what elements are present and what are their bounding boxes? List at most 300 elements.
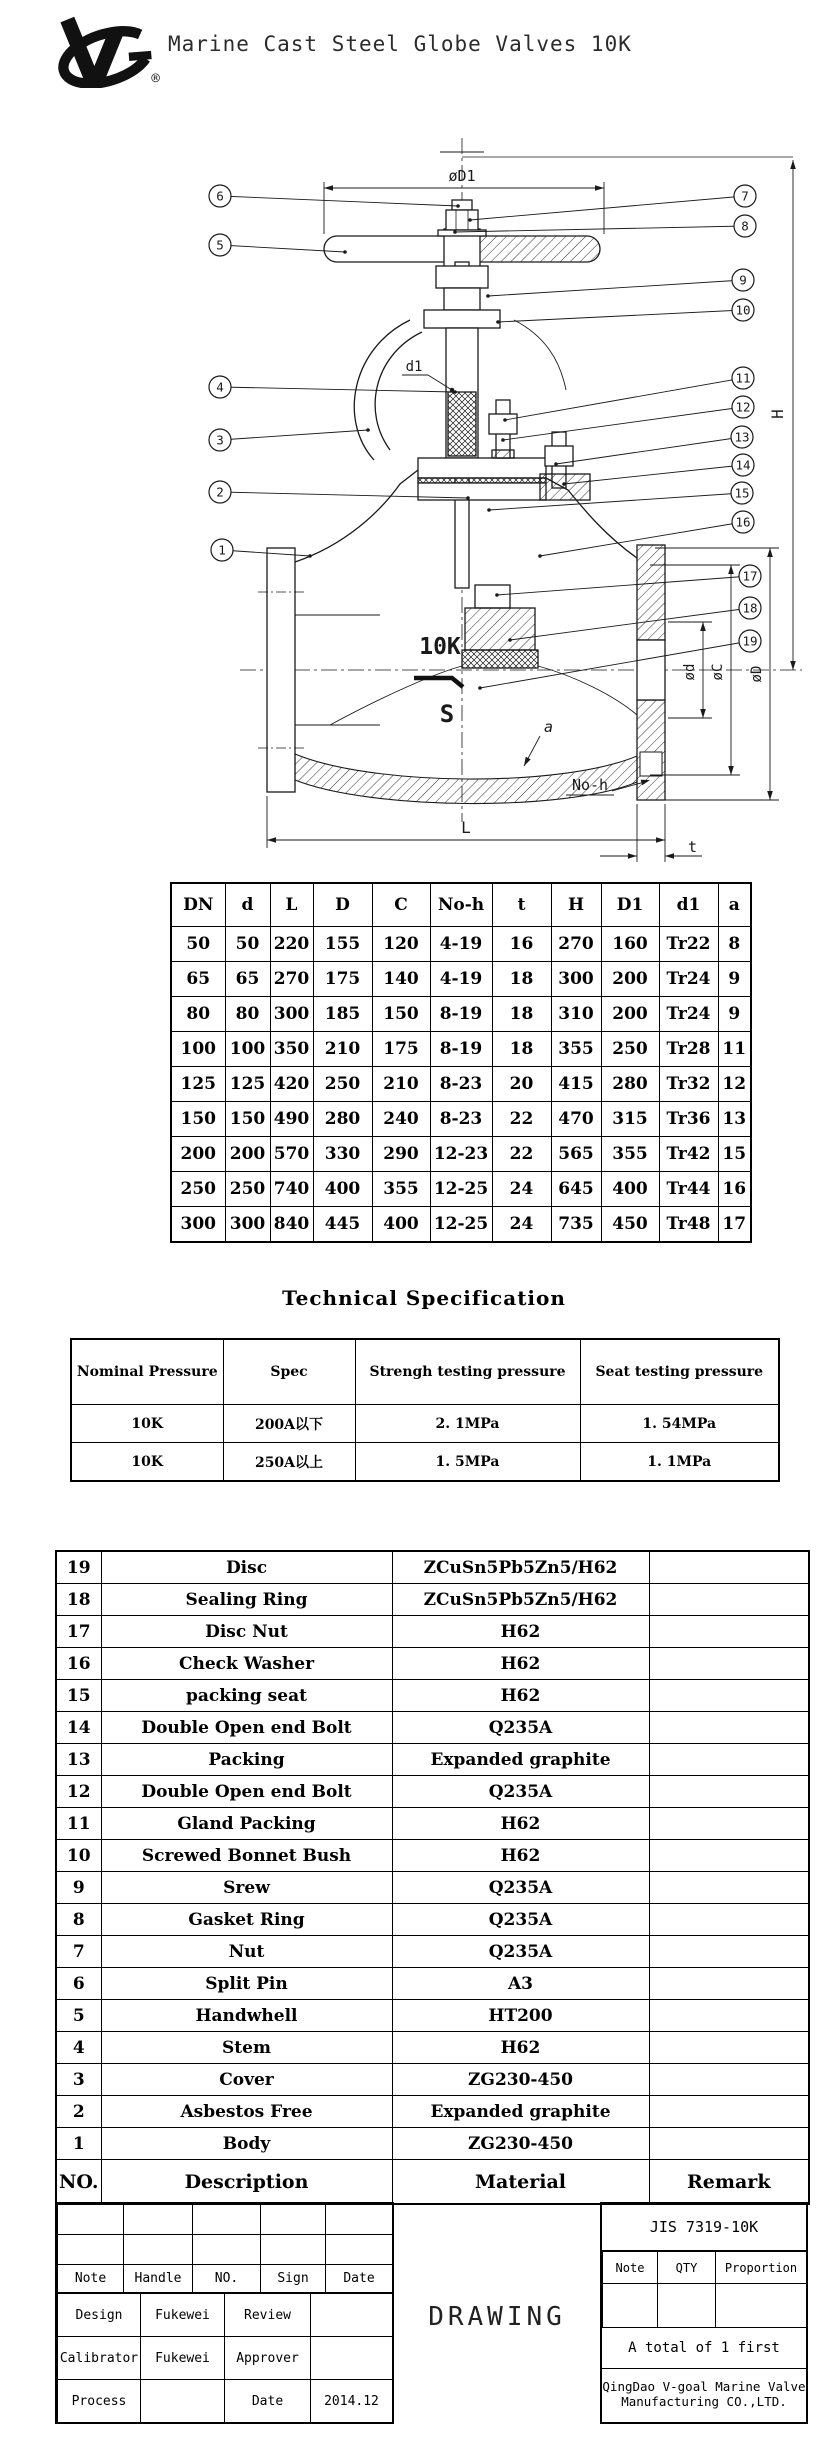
dim-label-h: H — [768, 409, 787, 419]
part-no: 11 — [56, 1808, 101, 1840]
callout-number: 5 — [216, 237, 224, 253]
dim-label-od-big: øD — [749, 665, 765, 683]
left-data-cell — [141, 2380, 225, 2423]
dim-cell: Tr28 — [659, 1032, 718, 1067]
callout-4 — [209, 376, 457, 398]
dim-cell: Tr44 — [659, 1172, 718, 1207]
valve-body-geometry — [240, 138, 802, 822]
dim-cell: 65 — [225, 962, 270, 997]
callout-number: 18 — [742, 600, 758, 616]
dim-cell: 330 — [313, 1137, 372, 1172]
dim-cell: 250 — [171, 1172, 225, 1207]
dim-cell: 22 — [492, 1137, 551, 1172]
dim-cell: 740 — [270, 1172, 313, 1207]
technical-specification-title: Technical Specification — [282, 1286, 566, 1310]
part-remark — [649, 1872, 809, 1904]
left-data-cell: Approver — [225, 2337, 311, 2380]
dim-cell: 355 — [372, 1172, 430, 1207]
part-no: 10 — [56, 1840, 101, 1872]
flow-symbol-label: S — [439, 700, 455, 728]
right-empty-row — [603, 2284, 807, 2328]
dim-row — [171, 1102, 751, 1137]
part-no: 15 — [56, 1680, 101, 1712]
dim-cell: 16 — [718, 1172, 751, 1207]
dim-label-d1: d1 — [405, 359, 423, 375]
empty-cell — [603, 2284, 658, 2328]
callout-1 — [211, 539, 312, 561]
dim-row — [171, 1032, 751, 1067]
dim-cell: 250 — [601, 1032, 659, 1067]
parts-list-table — [55, 1550, 810, 2205]
dim-cell: 4-19 — [430, 927, 492, 962]
callout-number: 17 — [742, 568, 758, 584]
dim-row — [171, 1172, 751, 1207]
dim-cell: 185 — [313, 997, 372, 1032]
callout-number: 7 — [741, 188, 749, 204]
part-remark — [649, 1744, 809, 1776]
page-title: Marine Cast Steel Globe Valves 10K — [168, 32, 632, 56]
part-material: H62 — [392, 1616, 649, 1648]
dim-cell: 100 — [171, 1032, 225, 1067]
part-no: 7 — [56, 1936, 101, 1968]
part-no: 16 — [56, 1648, 101, 1680]
dim-label-t: t — [688, 838, 698, 856]
dim-cell: 160 — [601, 927, 659, 962]
dim-cell: 200 — [601, 997, 659, 1032]
dim-cell: 315 — [601, 1102, 659, 1137]
part-material: H62 — [392, 1808, 649, 1840]
part-remark — [649, 1904, 809, 1936]
part-remark — [649, 1551, 809, 1584]
callout-10 — [496, 299, 754, 324]
part-material: HT200 — [392, 2000, 649, 2032]
spec-cell: 200A以下 — [223, 1405, 355, 1443]
part-no: 8 — [56, 1904, 101, 1936]
parts-row — [56, 2064, 809, 2096]
right-header-cell: Proportion — [716, 2252, 807, 2284]
dim-cell: 400 — [313, 1172, 372, 1207]
dim-cell: Tr24 — [659, 962, 718, 997]
left-data-row — [58, 2294, 393, 2337]
dim-cell: 12 — [718, 1067, 751, 1102]
dim-cell: 100 — [225, 1032, 270, 1067]
callout-7 — [468, 185, 756, 222]
part-description: Screwed Bonnet Bush — [101, 1840, 392, 1872]
left-header-cell: NO. — [193, 2265, 261, 2293]
dim-cell: 310 — [551, 997, 601, 1032]
dim-cell: 9 — [718, 962, 751, 997]
callout-12 — [501, 396, 754, 442]
empty-cell — [716, 2284, 807, 2328]
parts-row — [56, 1776, 809, 1808]
callout-number: 6 — [216, 188, 224, 204]
dim-cell: 300 — [551, 962, 601, 997]
dim-cell: 490 — [270, 1102, 313, 1137]
empty-cell — [193, 2235, 261, 2265]
part-description: Check Washer — [101, 1648, 392, 1680]
dim-header-cell: a — [718, 883, 751, 927]
dim-cell: 20 — [492, 1067, 551, 1102]
parts-row — [56, 1840, 809, 1872]
part-remark — [649, 1776, 809, 1808]
dim-cell: 420 — [270, 1067, 313, 1102]
empty-cell — [124, 2205, 193, 2235]
left-header-cell: Date — [326, 2265, 393, 2293]
technical-specification-table — [70, 1338, 780, 1482]
dim-label-oc: øC — [710, 663, 726, 681]
dim-cell: 470 — [551, 1102, 601, 1137]
left-header-row — [58, 2265, 393, 2293]
parts-row — [56, 1744, 809, 1776]
empty-cell — [261, 2205, 326, 2235]
dim-cell: 140 — [372, 962, 430, 997]
dim-cell: Tr48 — [659, 1207, 718, 1243]
spec-cell: 250A以上 — [223, 1443, 355, 1482]
spec-cell: 1. 1MPa — [580, 1443, 779, 1482]
part-description: Gland Packing — [101, 1808, 392, 1840]
callout-number: 8 — [741, 218, 749, 234]
parts-row — [56, 2128, 809, 2160]
dim-cell: 12-25 — [430, 1172, 492, 1207]
part-material: Q235A — [392, 1904, 649, 1936]
dimension-header-row — [171, 883, 751, 927]
drawing-title-label: DRAWING — [428, 2302, 566, 2332]
left-header-cell: Sign — [261, 2265, 326, 2293]
parts-header-cell: Material — [392, 2160, 649, 2205]
part-no: 12 — [56, 1776, 101, 1808]
dim-label-od-small: ød — [682, 663, 698, 681]
dim-header-cell: No-h — [430, 883, 492, 927]
spec-header-cell: Strengh testing pressure — [355, 1339, 580, 1405]
callout-17 — [495, 565, 761, 597]
dim-header-cell: t — [492, 883, 551, 927]
dim-cell: Tr24 — [659, 997, 718, 1032]
dim-row — [171, 1207, 751, 1243]
part-material: Q235A — [392, 1936, 649, 1968]
dim-cell: 24 — [492, 1172, 551, 1207]
dim-cell: 400 — [601, 1172, 659, 1207]
dim-cell: 175 — [372, 1032, 430, 1067]
left-header-cell: Note — [58, 2265, 124, 2293]
parts-row — [56, 1551, 809, 1584]
dim-cell: 840 — [270, 1207, 313, 1243]
parts-header-row — [56, 2160, 809, 2205]
dim-cell: 270 — [270, 962, 313, 997]
empty-cell — [261, 2235, 326, 2265]
dim-cell: 175 — [313, 962, 372, 997]
part-no: 18 — [56, 1584, 101, 1616]
dim-row — [171, 1137, 751, 1172]
dim-cell: 17 — [718, 1207, 751, 1243]
part-description: Disc — [101, 1551, 392, 1584]
part-description: Srew — [101, 1872, 392, 1904]
dim-header-cell: d1 — [659, 883, 718, 927]
dim-cell: 50 — [171, 927, 225, 962]
part-description: Handwhell — [101, 2000, 392, 2032]
part-no: 1 — [56, 2128, 101, 2160]
dim-cell: 210 — [313, 1032, 372, 1067]
parts-row — [56, 1616, 809, 1648]
part-material: H62 — [392, 1648, 649, 1680]
dim-cell: 250 — [313, 1067, 372, 1102]
part-material: ZG230-450 — [392, 2128, 649, 2160]
dim-cell: 415 — [551, 1067, 601, 1102]
dim-cell: 80 — [225, 997, 270, 1032]
dimension-lines — [267, 160, 793, 862]
title-block — [55, 2202, 808, 2424]
part-description: Asbestos Free — [101, 2096, 392, 2128]
part-no: 5 — [56, 2000, 101, 2032]
dim-cell: 270 — [551, 927, 601, 962]
dimension-table — [170, 882, 752, 1243]
part-material: Expanded graphite — [392, 1744, 649, 1776]
dim-header-cell: D1 — [601, 883, 659, 927]
spec-cell: 10K — [71, 1405, 223, 1443]
part-material: H62 — [392, 2032, 649, 2064]
dim-header-cell: d — [225, 883, 270, 927]
callout-number: 9 — [739, 272, 747, 288]
empty-row — [58, 2235, 393, 2265]
parts-row — [56, 1872, 809, 1904]
part-remark — [649, 2064, 809, 2096]
total-note: A total of 1 first — [602, 2328, 806, 2369]
empty-cell — [124, 2235, 193, 2265]
dim-cell: 18 — [492, 962, 551, 997]
part-material: Expanded graphite — [392, 2096, 649, 2128]
parts-header-cell: Remark — [649, 2160, 809, 2205]
callout-8 — [453, 215, 756, 237]
dim-cell: 250 — [225, 1172, 270, 1207]
dim-cell: 300 — [171, 1207, 225, 1243]
spec-header-cell: Nominal Pressure — [71, 1339, 223, 1405]
dim-cell: 350 — [270, 1032, 313, 1067]
dim-cell: 11 — [718, 1032, 751, 1067]
dim-cell: 450 — [601, 1207, 659, 1243]
part-no: 4 — [56, 2032, 101, 2064]
dim-cell: Tr36 — [659, 1102, 718, 1137]
part-description: Nut — [101, 1936, 392, 1968]
parts-row — [56, 1712, 809, 1744]
part-remark — [649, 2128, 809, 2160]
callout-11 — [503, 367, 754, 422]
callout-number: 12 — [735, 399, 751, 415]
right-header-cell: Note — [603, 2252, 658, 2284]
dim-cell: 565 — [551, 1137, 601, 1172]
dim-header-cell: D — [313, 883, 372, 927]
part-no: 3 — [56, 2064, 101, 2096]
dim-cell: 80 — [171, 997, 225, 1032]
registered-mark: ® — [151, 71, 160, 87]
dim-cell: 300 — [270, 997, 313, 1032]
callout-number: 10 — [735, 302, 751, 318]
dim-cell: 13 — [718, 1102, 751, 1137]
dim-cell: 8 — [718, 927, 751, 962]
part-remark — [649, 1808, 809, 1840]
left-data-row — [58, 2380, 393, 2423]
part-no: 14 — [56, 1712, 101, 1744]
company-name-line2: Manufacturing CO.,LTD. — [621, 2394, 787, 2409]
dim-cell: 8-23 — [430, 1102, 492, 1137]
standard-number: JIS 7319-10K — [602, 2204, 806, 2251]
part-no: 6 — [56, 1968, 101, 2000]
part-material: Q235A — [392, 1872, 649, 1904]
part-description: Packing — [101, 1744, 392, 1776]
part-remark — [649, 1968, 809, 2000]
dim-cell: 4-19 — [430, 962, 492, 997]
parts-row — [56, 1904, 809, 1936]
left-data-row — [58, 2337, 393, 2380]
dim-cell: 200 — [171, 1137, 225, 1172]
part-description: Sealing Ring — [101, 1584, 392, 1616]
empty-cell — [658, 2284, 716, 2328]
dim-cell: 735 — [551, 1207, 601, 1243]
parts-row — [56, 2032, 809, 2064]
left-data-cell: Date — [225, 2380, 311, 2423]
callout-number: 11 — [735, 370, 751, 386]
part-material: Q235A — [392, 1712, 649, 1744]
dim-cell: 645 — [551, 1172, 601, 1207]
part-no: 19 — [56, 1551, 101, 1584]
left-data-cell — [311, 2337, 393, 2380]
dim-cell: 150 — [225, 1102, 270, 1137]
dim-cell: 22 — [492, 1102, 551, 1137]
dim-cell: 12-25 — [430, 1207, 492, 1243]
left-data-cell: Process — [58, 2380, 141, 2423]
part-no: 9 — [56, 1872, 101, 1904]
part-remark — [649, 1584, 809, 1616]
part-remark — [649, 2096, 809, 2128]
company-name-line1: QingDao V-goal Marine Valve — [602, 2379, 806, 2394]
valve-section-drawing — [0, 0, 830, 880]
spec-cell: 1. 5MPa — [355, 1443, 580, 1482]
bolt-holes-label: No-h — [571, 776, 609, 794]
spec-cell: 10K — [71, 1443, 223, 1482]
dim-header-cell: DN — [171, 883, 225, 927]
part-no: 2 — [56, 2096, 101, 2128]
parts-header-cell: NO. — [56, 2160, 101, 2205]
dim-cell: 155 — [313, 927, 372, 962]
left-data-cell: Review — [225, 2294, 311, 2337]
dim-cell: 18 — [492, 997, 551, 1032]
part-material: ZCuSn5Pb5Zn5/H62 — [392, 1584, 649, 1616]
callout-number: 14 — [735, 457, 751, 473]
parts-header-cell: Description — [101, 2160, 392, 2205]
left-data-cell: 2014.12 — [311, 2380, 393, 2423]
dim-cell: 15 — [718, 1137, 751, 1172]
dim-label-od1: øD1 — [448, 167, 476, 185]
empty-cell — [58, 2235, 124, 2265]
callout-number: 3 — [216, 432, 224, 448]
part-description: Double Open end Bolt — [101, 1776, 392, 1808]
part-no: 17 — [56, 1616, 101, 1648]
dim-header-cell: L — [270, 883, 313, 927]
dim-cell: 150 — [171, 1102, 225, 1137]
title-block-right-grid — [600, 2202, 808, 2424]
dim-row — [171, 1067, 751, 1102]
dim-header-cell: H — [551, 883, 601, 927]
dim-cell: 445 — [313, 1207, 372, 1243]
part-material: Q235A — [392, 1776, 649, 1808]
dim-cell: 24 — [492, 1207, 551, 1243]
part-material: ZCuSn5Pb5Zn5/H62 — [392, 1551, 649, 1584]
part-description: Disc Nut — [101, 1616, 392, 1648]
dim-cell: 355 — [551, 1032, 601, 1067]
dim-row — [171, 927, 751, 962]
part-remark — [649, 2000, 809, 2032]
right-header-cell: QTY — [658, 2252, 716, 2284]
dim-cell: 210 — [372, 1067, 430, 1102]
spec-header-cell: Seat testing pressure — [580, 1339, 779, 1405]
empty-cell — [326, 2235, 393, 2265]
callout-3 — [209, 428, 370, 451]
dim-cell: 400 — [372, 1207, 430, 1243]
dim-cell: 290 — [372, 1137, 430, 1172]
callout-number: 13 — [734, 429, 750, 445]
part-remark — [649, 1616, 809, 1648]
callout-number: 15 — [734, 485, 750, 501]
dim-cell: 280 — [313, 1102, 372, 1137]
dim-cell: 200 — [601, 962, 659, 997]
spec-row — [71, 1405, 779, 1443]
dim-cell: 18 — [492, 1032, 551, 1067]
dim-cell: 280 — [601, 1067, 659, 1102]
parts-row — [56, 2000, 809, 2032]
spec-row — [71, 1443, 779, 1482]
part-remark — [649, 2032, 809, 2064]
parts-row — [56, 1648, 809, 1680]
dim-cell: 120 — [372, 927, 430, 962]
parts-row — [56, 1936, 809, 1968]
dimension-arrowheads — [267, 160, 796, 859]
flow-arrow-icon — [414, 678, 463, 687]
callout-9 — [486, 269, 754, 298]
dim-cell: 9 — [718, 997, 751, 1032]
callout-number: 4 — [216, 379, 224, 395]
part-no: 13 — [56, 1744, 101, 1776]
left-data-cell: Design — [58, 2294, 141, 2337]
dim-row — [171, 997, 751, 1032]
dim-cell: 12-23 — [430, 1137, 492, 1172]
callout-number: 16 — [735, 514, 751, 530]
spec-cell: 2. 1MPa — [355, 1405, 580, 1443]
spec-cell: 1. 54MPa — [580, 1405, 779, 1443]
part-remark — [649, 1936, 809, 1968]
left-header-cell: Handle — [124, 2265, 193, 2293]
spec-header-cell: Spec — [223, 1339, 355, 1405]
callout-18 — [508, 597, 761, 642]
part-material: H62 — [392, 1680, 649, 1712]
dim-row — [171, 962, 751, 997]
part-description: Cover — [101, 2064, 392, 2096]
dim-cell: 355 — [601, 1137, 659, 1172]
callout-number: 1 — [218, 542, 226, 558]
part-remark — [649, 1680, 809, 1712]
wall-thickness-label: a — [544, 718, 554, 736]
callout-13 — [554, 426, 753, 466]
part-material: A3 — [392, 1968, 649, 2000]
dim-cell: 200 — [225, 1137, 270, 1172]
dim-cell: 125 — [225, 1067, 270, 1102]
part-remark — [649, 1648, 809, 1680]
dim-cell: 50 — [225, 927, 270, 962]
part-description: packing seat — [101, 1680, 392, 1712]
company-name — [602, 2369, 806, 2419]
dim-cell: 150 — [372, 997, 430, 1032]
pressure-class-label: 10K — [419, 634, 461, 660]
empty-cell — [58, 2205, 124, 2235]
title-block-left-grid — [55, 2202, 394, 2424]
part-description: Body — [101, 2128, 392, 2160]
